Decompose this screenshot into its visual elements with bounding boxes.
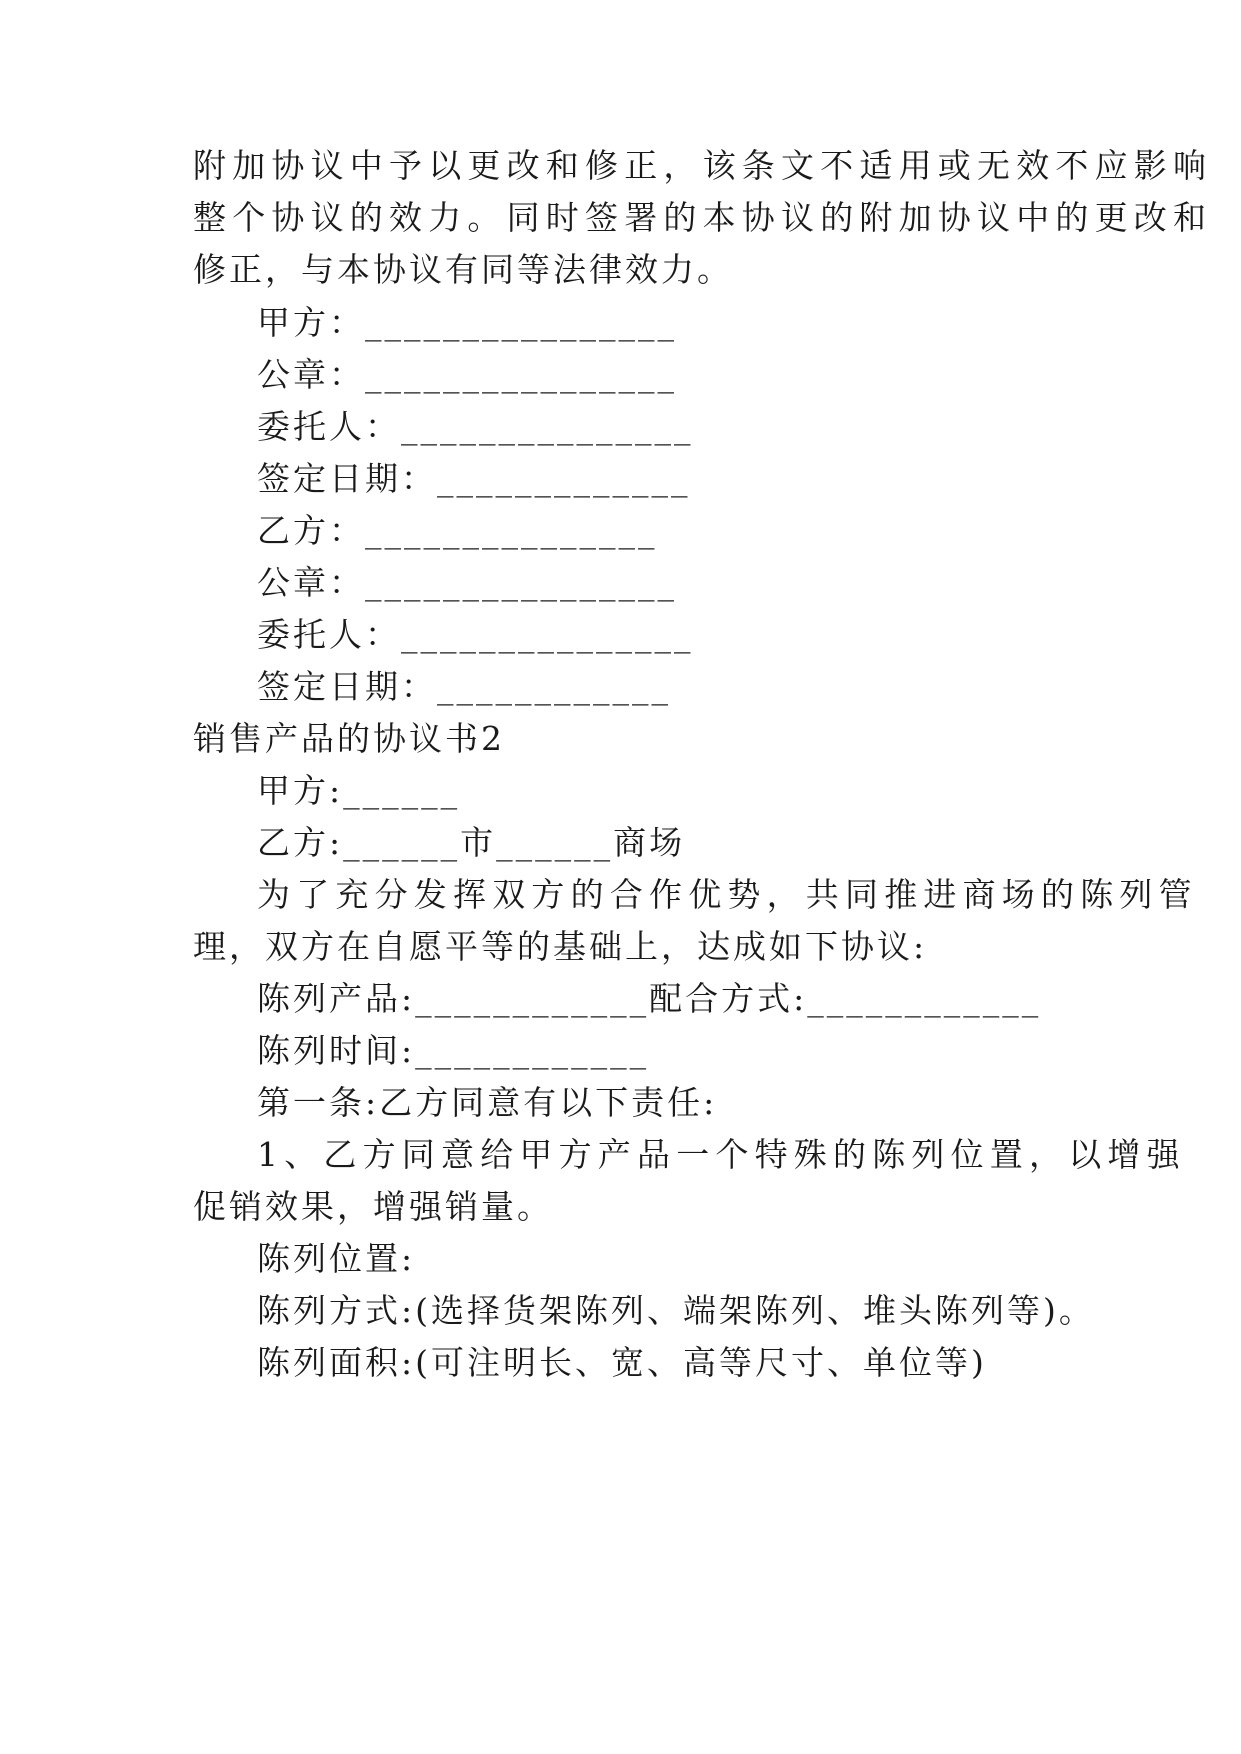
- display-product-line: 陈列产品:____________配合方式:____________: [257, 979, 1042, 1018]
- section-title: 销售产品的协议书2: [193, 719, 505, 758]
- party-a-line: 甲方:______: [257, 771, 461, 810]
- party-b-seal-field: 公章：________________: [257, 563, 677, 602]
- party-a-agent-field: 委托人：_______________: [257, 407, 694, 446]
- article-heading: 第一条:乙方同意有以下责任:: [257, 1083, 718, 1122]
- party-b-agent-field: 委托人：_______________: [257, 615, 694, 654]
- paragraph-line: 1、乙方同意给甲方产品一个特殊的陈列位置，以增强: [257, 1135, 1186, 1174]
- party-a-seal-field: 公章：________________: [257, 355, 677, 394]
- paragraph-line: 为了充分发挥双方的合作优势，共同推进商场的陈列管: [257, 875, 1198, 914]
- paragraph-line: 理，双方在自愿平等的基础上，达成如下协议:: [193, 927, 928, 966]
- display-position-line: 陈列位置:: [257, 1239, 416, 1278]
- display-method-line: 陈列方式:(选择货架陈列、端架陈列、堆头陈列等)。: [257, 1291, 1095, 1330]
- party-b-line: 乙方:______市______商场: [257, 823, 686, 862]
- party-b-date-field: 签定日期：____________: [257, 667, 671, 706]
- party-a-date-field: 签定日期：_____________: [257, 459, 691, 498]
- paragraph-line: 修正，与本协议有同等法律效力。: [193, 250, 733, 289]
- paragraph-line: 整个协议的效力。同时签署的本协议的附加协议中的更改和: [193, 198, 1213, 237]
- display-time-line: 陈列时间:____________: [257, 1031, 650, 1070]
- paragraph-line: 促销效果，增强销量。: [193, 1187, 553, 1226]
- display-area-line: 陈列面积:(可注明长、宽、高等尺寸、单位等): [257, 1343, 987, 1382]
- paragraph-line: 附加协议中予以更改和修正，该条文不适用或无效不应影响: [193, 146, 1213, 185]
- party-a-field: 甲方：________________: [257, 303, 677, 342]
- party-b-field: 乙方：_______________: [257, 511, 658, 550]
